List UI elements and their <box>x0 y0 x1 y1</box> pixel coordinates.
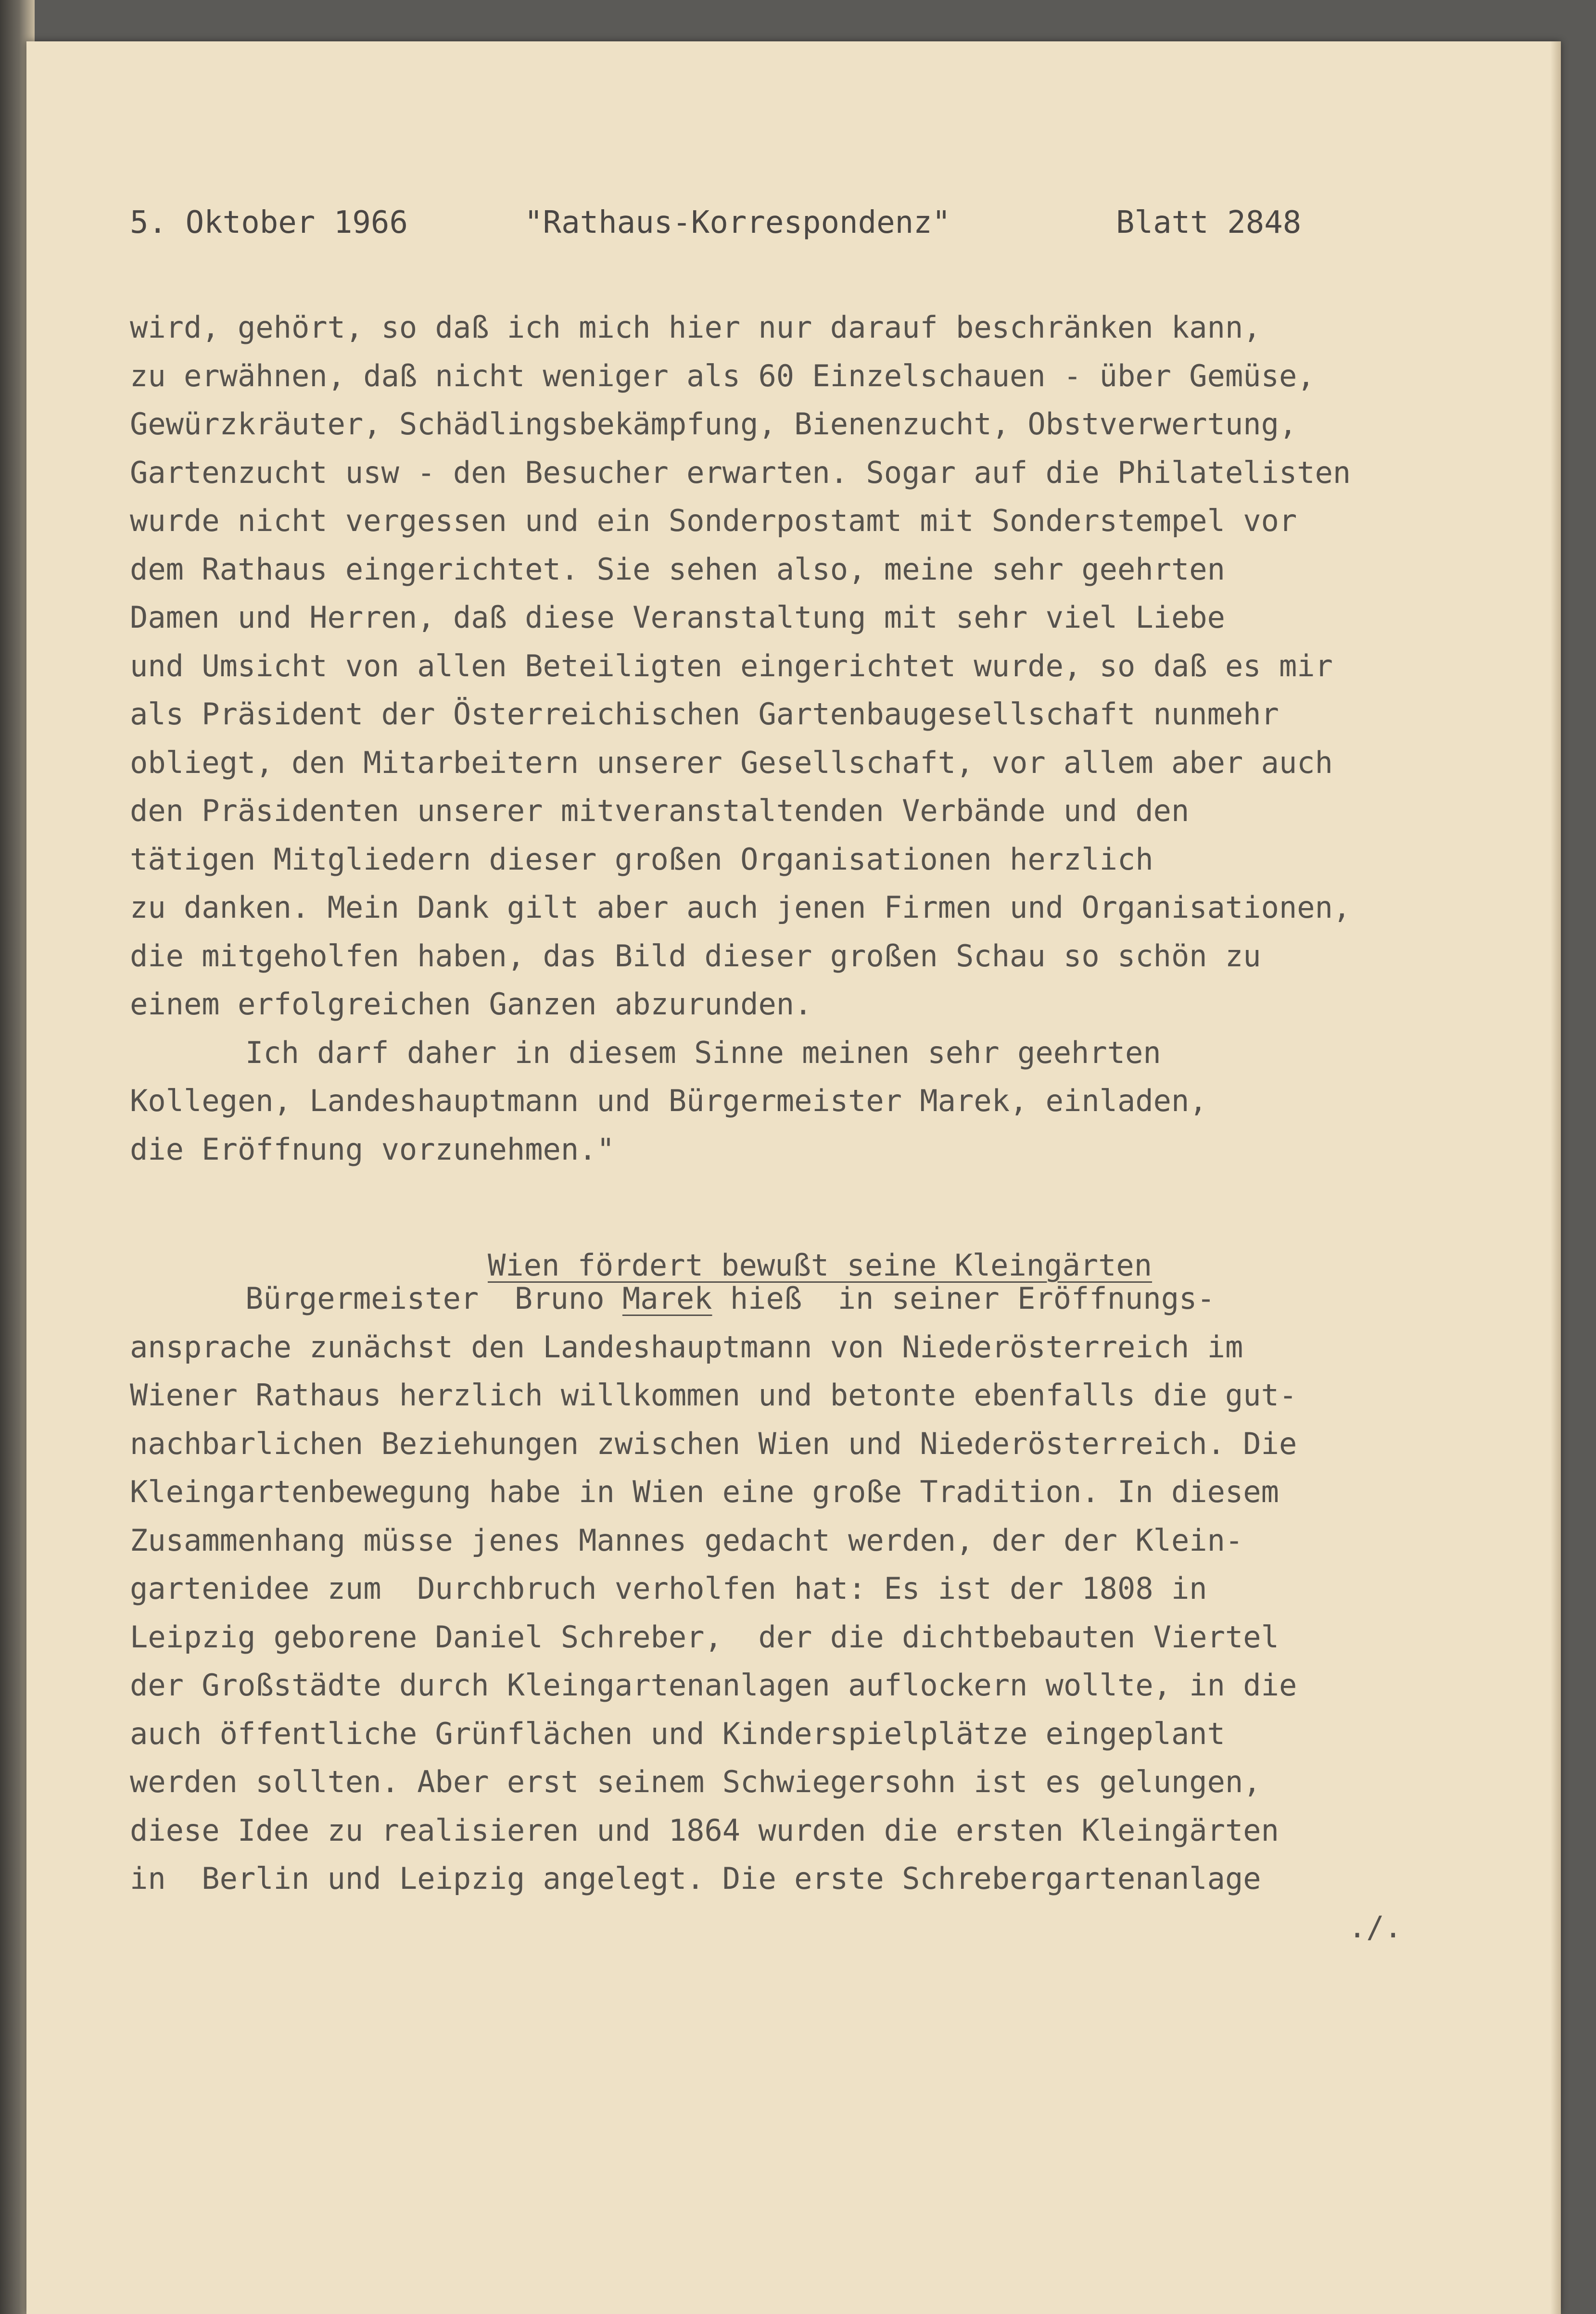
text-line: einem erfolgreichen Ganzen abzurunden. <box>130 986 812 1022</box>
text-line: die mitgeholfen haben, das Bild dieser großen Schau so schön zu <box>130 938 1261 974</box>
underlined-name: Marek <box>622 1281 712 1316</box>
text-line: die Eröffnung vorzunehmen." <box>130 1131 615 1167</box>
text-line: zu danken. Mein Dank gilt aber auch jenen Firmen und Organisationen, <box>130 890 1351 925</box>
text-line: Zusammenhang müsse jenes Mannes gedacht werden, der der Klein- <box>130 1522 1243 1558</box>
document-page <box>26 41 1561 2314</box>
text-line: Damen und Herren, daß diese Veranstaltung mit sehr viel Liebe <box>130 600 1225 635</box>
body-text <box>130 303 1525 1951</box>
text-fragment: Bürgermeister Bruno <box>245 1281 622 1316</box>
text-line <box>130 1275 1525 1323</box>
text-line: in Berlin und Leipzig angelegt. Die erste Schrebergartenanlage <box>130 1861 1261 1896</box>
text-line: werden sollten. Aber erst seinem Schwiegersohn ist es gelungen, <box>130 1764 1261 1799</box>
text-line: dem Rathaus eingerichtet. Sie sehen also, meine sehr geehrten <box>130 551 1225 587</box>
text-line: obliegt, den Mitarbeitern unserer Gesellschaft, vor allem aber auch <box>130 745 1333 780</box>
text-line: zu erwähnen, daß nicht weniger als 60 Einzelschauen - über Gemüse, <box>130 358 1315 393</box>
header-date: 5. Oktober 1966 <box>130 205 408 240</box>
text-line: und Umsicht von allen Beteiligten eingerichtet wurde, so daß es mir <box>130 648 1333 683</box>
text-line: den Präsidenten unserer mitveranstaltenden Verbände und den <box>130 793 1190 828</box>
header-sheet-number: Blatt 2848 <box>1116 205 1302 240</box>
text-line: tätigen Mitgliedern dieser großen Organisationen herzlich <box>130 841 1153 877</box>
text-line: wird, gehört, so daß ich mich hier nur darauf beschränken kann, <box>130 310 1261 345</box>
text-line: Leipzig geborene Daniel Schreber, der die dichtbebauten Viertel <box>130 1619 1279 1655</box>
text-line: Ich darf daher in diesem Sinne meinen sehr geehrten <box>245 1035 1161 1070</box>
section-heading-row <box>130 1174 1525 1283</box>
text-line: der Großstädte durch Kleingartenanlagen auflockern wollte, in die <box>130 1668 1297 1703</box>
page-edge <box>1550 41 1561 2314</box>
text-line: Gartenzucht usw - den Besucher erwarten. Sogar auf die Philatelisten <box>130 455 1351 490</box>
section-heading: Wien fördert bewußt seine Kleingärten <box>487 1247 1153 1283</box>
continuation-mark: ./. <box>1348 1909 1402 1945</box>
text-line: ansprache zunächst den Landeshauptmann von Niederösterreich im <box>130 1329 1243 1365</box>
text-line: wurde nicht vergessen und ein Sonderpostamt mit Sonderstempel vor <box>130 503 1297 538</box>
header-publication: "Rathaus-Korrespondenz" <box>524 205 951 240</box>
text-line: nachbarlichen Beziehungen zwischen Wien und Niederösterreich. Die <box>130 1426 1297 1461</box>
text-line: Kollegen, Landeshauptmann und Bürgermeister Marek, einladen, <box>130 1083 1207 1118</box>
text-line: diese Idee zu realisieren und 1864 wurden die ersten Kleingärten <box>130 1812 1279 1848</box>
text-line: Gewürzkräuter, Schädlingsbekämpfung, Bienenzucht, Obstverwertung, <box>130 406 1297 442</box>
text-line: gartenidee zum Durchbruch verholfen hat: Es ist der 1808 in <box>130 1571 1207 1606</box>
text-fragment: hieß in seiner Eröffnungs- <box>712 1281 1215 1316</box>
page-header <box>130 205 1323 248</box>
text-line: Wiener Rathaus herzlich willkommen und betonte ebenfalls die gut- <box>130 1378 1297 1413</box>
text-line: auch öffentliche Grünflächen und Kinderspielplätze eingeplant <box>130 1716 1225 1751</box>
text-line: als Präsident der Österreichischen Gartenbaugesellschaft nunmehr <box>130 696 1279 732</box>
text-line: Kleingartenbewegung habe in Wien eine große Tradition. In diesem <box>130 1474 1279 1509</box>
